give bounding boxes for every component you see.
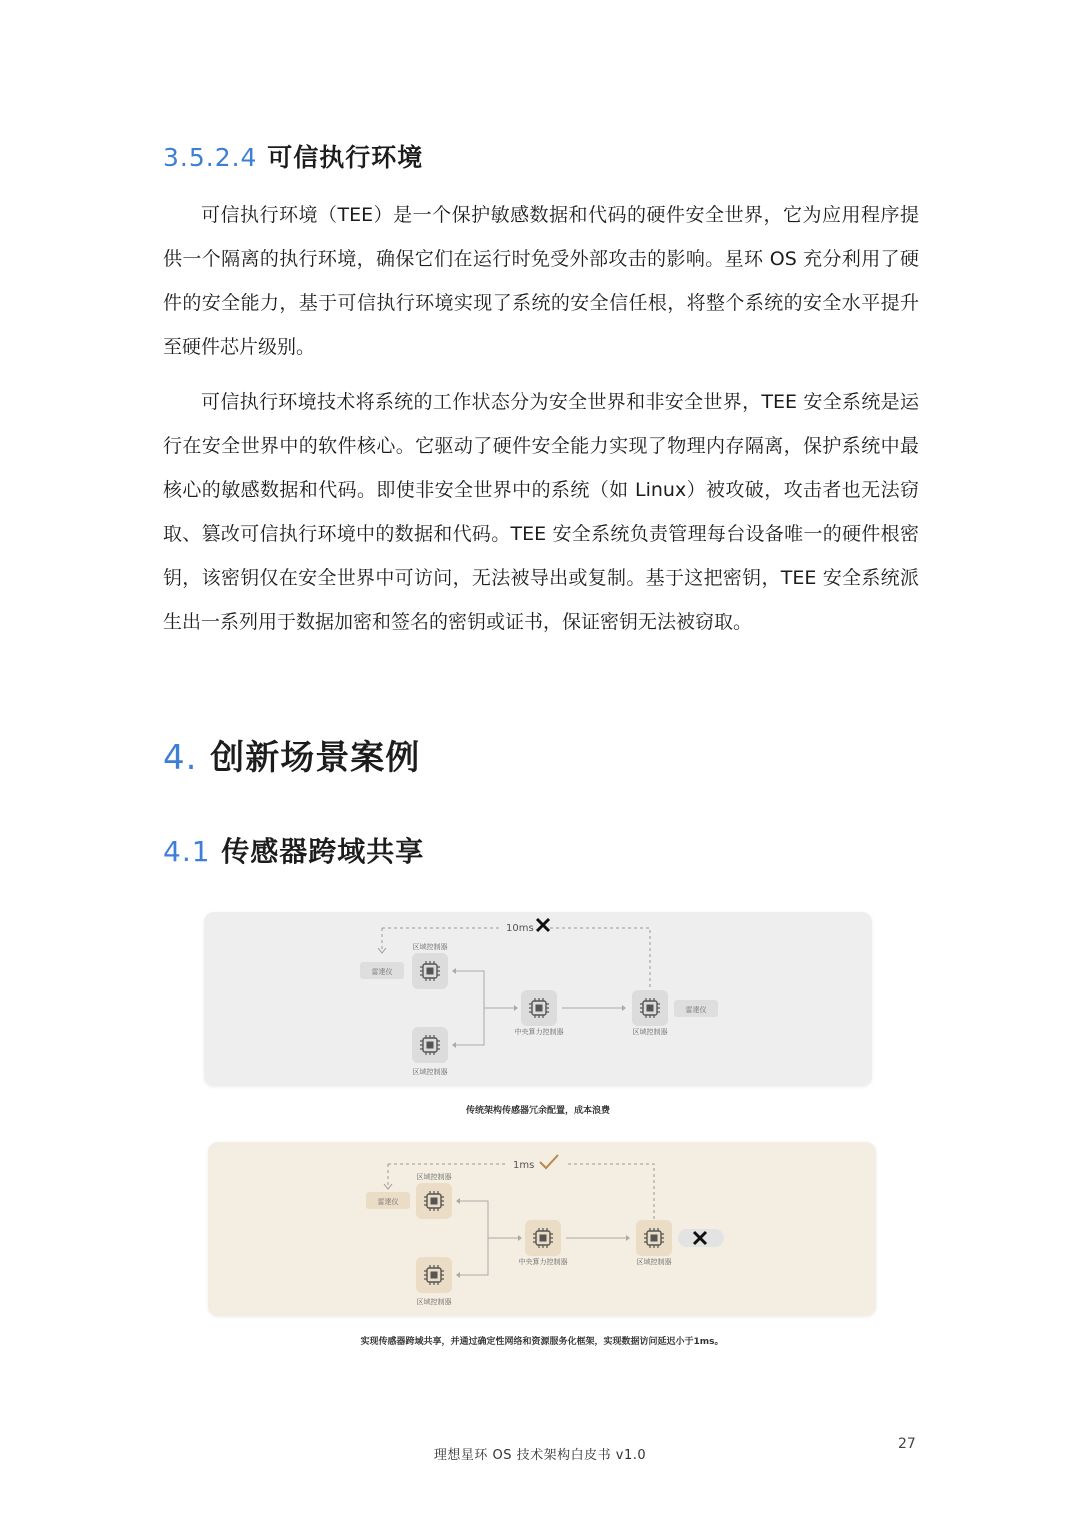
latency-label: 1ms xyxy=(513,1160,535,1171)
region-controller-label-top: 区域控制器 xyxy=(412,943,448,951)
paragraph-tee-detail: 可信执行环境技术将系统的工作状态分为安全世界和非安全世界，TEE 安全系统是运行在安全世界中的软件核心。它驱动了硬件安全能力实现了物理内存隔离，保护系统中最核心的敏感数据和代码。即使非安全世界中的系统（如 Linux）被攻破，攻击者也无法窃取、篡改可信执行环境中的数据和代码。TEE 安全系统负责管理每台设备唯一的硬件根密钥，该密钥仅在安全世界中可访问，无法被导出或复制。基于这把密钥，TEE 安全系统派生出一系列用于数据加密和签名的密钥或证书，保证密钥无法被窃取。 xyxy=(163,391,919,633)
figure-caption-sharing: 实现传感器跨域共享，并通过确定性网络和资源服务化框架，实现数据访问延迟小于1ms。 xyxy=(360,1337,724,1347)
figure-caption-traditional: 传统架构传感器冗余配置，成本浪费 xyxy=(465,1106,610,1116)
central-controller-chip-icon xyxy=(521,990,557,1026)
central-controller-label: 中央算力控制器 xyxy=(514,1028,564,1036)
chapter-heading xyxy=(163,730,420,779)
paragraph-tee-intro: 可信执行环境（TEE）是一个保护敏感数据和代码的硬件安全世界，它为应用程序提供一个隔离的执行环境，确保它们在运行时免受外部攻击的影响。星环 OS 充分利用了硬件的安全能力，基于可信执行环境实现了系统的安全信任根，将整个系统的安全水平提升至硬件芯片级别。 xyxy=(163,204,919,358)
page-number: 27 xyxy=(898,1436,916,1452)
section-number: 4.1 xyxy=(163,835,211,868)
section-heading-41 xyxy=(163,830,424,870)
sensor-label-left: 雷達仪 xyxy=(377,1198,399,1206)
section-heading-3524 xyxy=(163,138,423,174)
chapter-number: 4. xyxy=(163,738,198,778)
figure-traditional-architecture xyxy=(204,912,872,1086)
section-title: 传感器跨域共享 xyxy=(221,835,425,868)
chapter-title: 创新场景案例 xyxy=(210,738,421,778)
region-controller-label-bottom: 区域控制器 xyxy=(412,1068,448,1076)
footer-title: 理想星环 OS 技术架构白皮书 v1.0 xyxy=(433,1448,647,1463)
region-controller-label-bottom: 区域控制器 xyxy=(416,1298,452,1306)
region-controller-chip-icon xyxy=(416,1257,452,1293)
section-title: 可信执行环境 xyxy=(267,143,424,172)
sensor-label-left: 雷達仪 xyxy=(371,968,393,976)
sensor-label-right: 雷達仪 xyxy=(685,1006,707,1014)
central-controller-chip-icon xyxy=(525,1220,561,1256)
region-controller-chip-icon xyxy=(412,953,448,989)
region-controller-label-top: 区域控制器 xyxy=(416,1173,452,1181)
figure-sensor-sharing xyxy=(208,1142,876,1316)
region-controller-chip-icon xyxy=(632,990,668,1026)
diagram-sensor-sharing xyxy=(208,1142,876,1316)
diagram-traditional xyxy=(204,912,872,1086)
latency-label: 10ms xyxy=(506,923,534,934)
region-controller-label-right: 区域控制器 xyxy=(636,1258,672,1266)
central-controller-label: 中央算力控制器 xyxy=(518,1258,568,1266)
region-controller-chip-icon xyxy=(636,1220,672,1256)
section-number: 3.5.2.4 xyxy=(163,143,258,172)
region-controller-label-right: 区域控制器 xyxy=(632,1028,668,1036)
region-controller-chip-icon xyxy=(412,1027,448,1063)
region-controller-chip-icon xyxy=(416,1183,452,1219)
